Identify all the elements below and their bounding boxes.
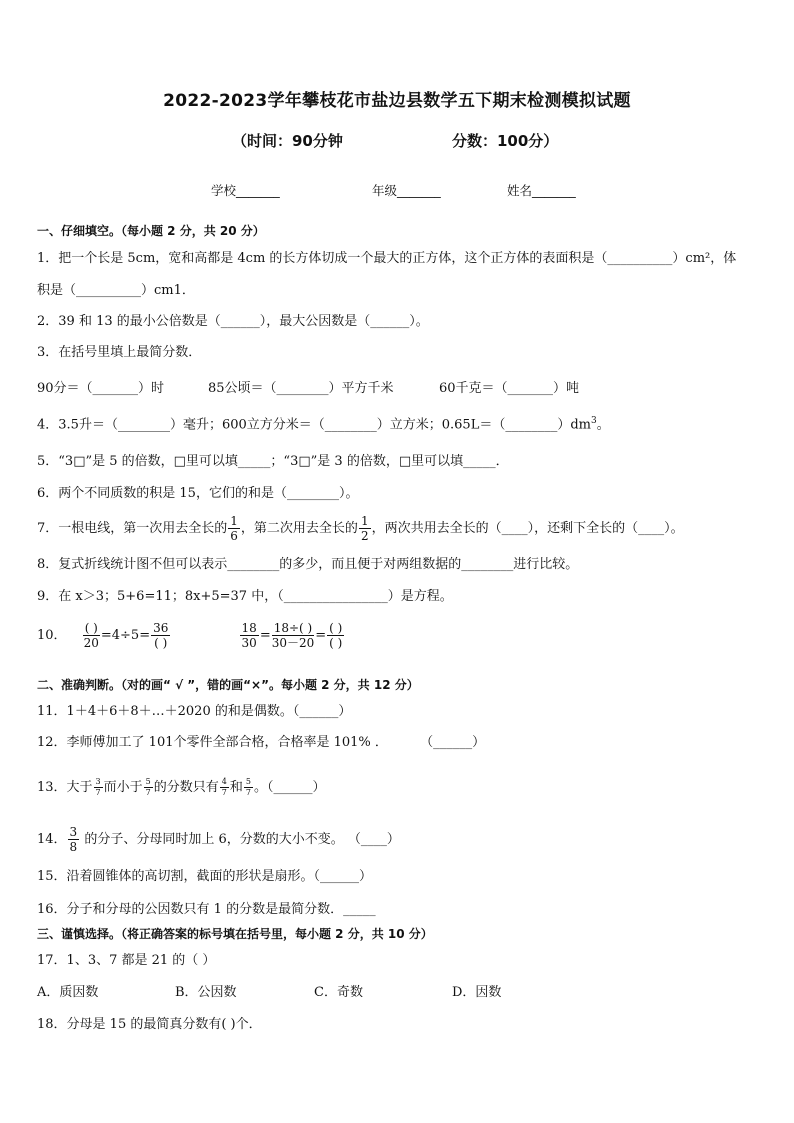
option-c[interactable]: C．奇数	[314, 985, 363, 1000]
question-14-text: 的分子、分母同时加上 6，分数的大小不变。 （____）	[80, 832, 400, 847]
fraction-1-6: $\frac{1}{6}$	[230, 514, 238, 543]
school-field[interactable]: 学校_______	[211, 183, 280, 198]
question-13-part-a: 13．大于	[37, 780, 93, 795]
fraction-4-7: $\frac{4}{7}$	[221, 777, 227, 797]
question-9: 9．在 x＞3；5+6=11；8x+5=37 中，（________________）是方程。	[37, 589, 453, 604]
question-1-line-2: 积是（__________）cm1．	[37, 283, 195, 298]
section-1-heading: 一、仔细填空。（每小题 2 分，共 20 分）	[37, 224, 265, 238]
option-a[interactable]: A．质因数	[37, 985, 99, 1000]
exam-score: 分数：100分）	[452, 132, 559, 150]
question-10	[37, 622, 345, 649]
question-3-item-c: 60千克＝（_______）吨	[439, 381, 580, 396]
question-4	[37, 416, 610, 433]
question-14-label: 14．	[37, 832, 67, 847]
question-13-part-e: 。（______）	[253, 780, 326, 795]
question-11: 11．1＋4＋6＋8＋…＋2020 的和是偶数。（______）	[37, 704, 352, 719]
question-10-fraction-3: $\frac{18}{30}$	[241, 621, 257, 650]
page-title: 2022-2023学年攀枝花市盐边县数学五下期末检测模拟试题	[163, 91, 631, 111]
question-10-fraction-5: $\frac{( )}{( )}$	[329, 621, 343, 650]
grade-field[interactable]: 年级_______	[372, 183, 441, 198]
option-d[interactable]: D．因数	[452, 985, 502, 1000]
question-1-line-1: 1．把一个长是 5cm，宽和高都是 4cm 的长方体切成一个最大的正方体，这个正方体的表面积是（__________）cm²，体	[37, 251, 737, 266]
question-6: 6．两个不同质数的积是 15，它们的和是（________）。	[37, 486, 359, 501]
question-2: 2．39 和 13 的最小公倍数是（______），最大公因数是（______）。	[37, 314, 429, 329]
question-15: 15．沿着圆锥体的高切割，截面的形状是扇形。（______）	[37, 869, 373, 884]
question-4-superscript: 3	[591, 416, 597, 426]
fraction-3-8: $\frac{3}{8}$	[69, 825, 78, 854]
question-12-answer: （______）	[420, 735, 486, 750]
question-5: 5．“3□”是 5 的倍数，□里可以填_____；“3□”是 3 的倍数，□里可以填_____．	[37, 454, 509, 469]
section-2-heading: 二、准确判断。（对的画“ √ ”，错的画“×”。每小题 2 分，共 12 分）	[37, 678, 419, 692]
question-3-item-b: 85公顷＝（________）平方千米	[208, 381, 394, 396]
option-b[interactable]: B．公因数	[175, 985, 237, 1000]
question-13-part-c: 的分数只有	[153, 780, 219, 795]
fraction-5-7-b: $\frac{5}{7}$	[245, 777, 251, 797]
question-14	[37, 826, 400, 853]
question-10-equals-2: =	[315, 628, 327, 643]
name-field[interactable]: 姓名_______	[507, 183, 576, 198]
question-18: 18．分母是 15 的最简真分数有( )个．	[37, 1017, 262, 1032]
question-13	[37, 778, 325, 797]
exam-time: （时间：90分钟	[232, 132, 343, 150]
question-3: 3．在括号里填上最简分数．	[37, 345, 202, 360]
question-10-label: 10．	[37, 628, 67, 643]
question-4-end: 。	[596, 417, 610, 433]
question-10-equals-1: =	[259, 628, 271, 643]
question-16: 16．分子和分母的公因数只有 1 的分数是最简分数．_____	[37, 902, 376, 917]
question-17: 17．1、3、7 都是 21 的（ ）	[37, 953, 216, 968]
question-7-part-a: 7．一根电线，第一次用去全长的	[37, 521, 228, 536]
question-10-fraction-4: $\frac{18\div( )}{30-20}$	[271, 621, 315, 650]
question-7-part-b: ，第二次用去全长的	[240, 521, 358, 536]
question-12	[37, 735, 485, 751]
fraction-3-7: $\frac{3}{7}$	[95, 777, 101, 797]
fraction-5-7: $\frac{5}{7}$	[145, 777, 151, 797]
question-8: 8．复式折线统计图不但可以表示________的多少，而且便于对两组数据的________进行比较。	[37, 557, 579, 572]
question-10-fraction-1: $\frac{( )}{20}$	[83, 621, 99, 650]
question-10-middle: =4÷5=	[100, 628, 151, 643]
question-7-part-c: ，两次共用去全长的（____），还剩下全长的（____）。	[371, 521, 684, 536]
question-12-text: 12．李师傅加工了 101个零件全部合格，合格率是 101% ．	[37, 735, 388, 750]
question-3-item-a: 90分＝（_______）时	[37, 381, 165, 396]
question-13-part-b: 而小于	[103, 780, 143, 795]
fraction-1-2: $\frac{1}{2}$	[360, 514, 369, 543]
question-4-text: 4．3.5升＝（________）毫升；600立方分米＝（________）立方米；0.65L＝（________）dm	[37, 417, 591, 433]
section-3-heading: 三、谨慎选择。（将正确答案的标号填在括号里，每小题 2 分，共 10 分）	[37, 927, 433, 941]
question-13-part-d: 和	[229, 780, 243, 795]
question-7	[37, 515, 684, 542]
question-10-fraction-2: $\frac{36}{( )}$	[153, 621, 169, 650]
